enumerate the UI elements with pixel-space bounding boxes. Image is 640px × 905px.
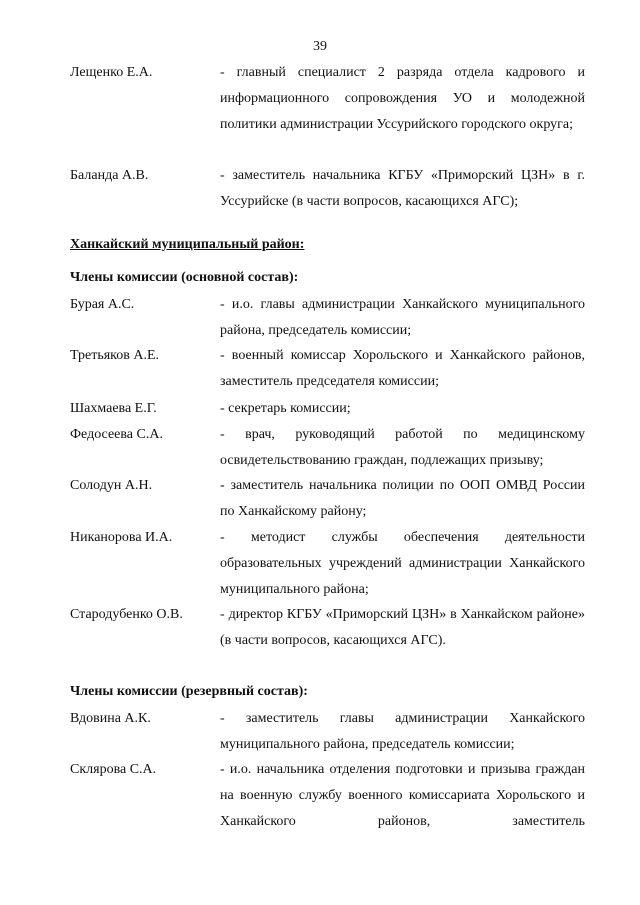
district-heading: Ханкайский муниципальный район: [70,237,305,252]
member-role-tretyakov: - военный комиссар Хорольского и Ханкайского районов, заместитель председателя комиссии; [220,348,585,389]
member-name-balanda: Баланда А.В. [70,168,149,183]
member-role-solodun: - заместитель начальника полиции по ООП ОМВД России по Ханкайскому району; [220,478,585,519]
member-name-sklyarova: Склярова С.А. [70,762,157,777]
member-name-leshchenko: Лещенко Е.А. [70,65,153,80]
member-role-shakhmaeva: - секретарь комиссии; [220,401,351,416]
member-role-sklyarova: - и.о. начальника отделения подготовки и призыва граждан на военную службу военного комиссариата Хорольского и Ханкайского районов, заместитель [220,762,585,829]
member-role-leshchenko: - главный специалист 2 разряда отдела кадрового и информационного сопровождения УО и молодежной политики администрации Уссурийского городского округа; [220,65,585,132]
member-role-vdovina: - заместитель главы администрации Ханкайского муниципального района, председатель комиссии; [220,711,585,752]
member-name-fedoseeva: Федосеева С.А. [70,427,163,442]
member-name-tretyakov: Третьяков А.Е. [70,348,160,363]
member-role-buraya: - и.о. главы администрации Ханкайского муниципального района, председатель комиссии; [220,297,585,338]
member-name-nikanorova: Никанорова И.А. [70,530,173,545]
member-role-nikanorova: - методист службы обеспечения деятельности образовательных учреждений администрации Ханкайского муниципального района; [220,530,585,597]
reserve-composition-heading: Члены комиссии (резервный состав): [70,684,308,699]
member-role-balanda: - заместитель начальника КГБУ «Приморский ЦЗН» в г. Уссурийске (в части вопросов, касающихся АГС); [220,168,585,209]
member-name-shakhmaeva: Шахмаева Е.Г. [70,401,157,416]
member-role-starodubenko: - директор КГБУ «Приморский ЦЗН» в Ханкайском районе» (в части вопросов, касающихся АГС). [220,607,585,648]
page-number: 39 [313,39,327,54]
member-name-solodun: Солодун А.Н. [70,478,153,493]
member-name-starodubenko: Стародубенко О.В. [70,607,183,622]
main-composition-heading: Члены комиссии (основной состав): [70,270,299,285]
member-name-vdovina: Вдовина А.К. [70,711,151,726]
member-name-buraya: Бурая А.С. [70,297,135,312]
member-role-fedoseeva: - врач, руководящий работой по медицинскому освидетельствованию граждан, подлежащих призыву; [220,427,585,468]
